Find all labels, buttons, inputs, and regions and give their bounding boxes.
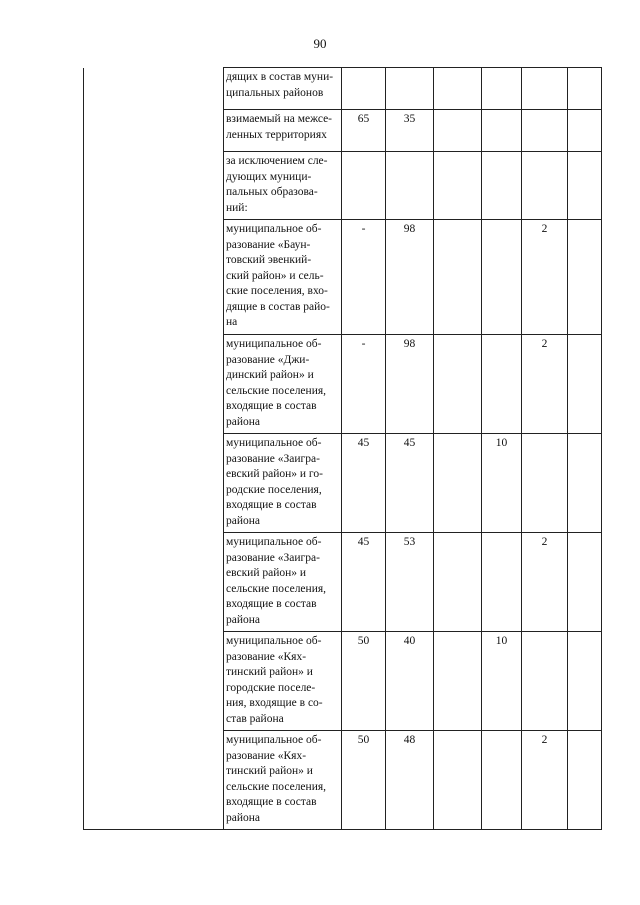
value-cell bbox=[568, 335, 602, 434]
value-cell: 2 bbox=[522, 335, 568, 434]
value-cell: 98 bbox=[386, 220, 434, 335]
value-cell bbox=[482, 533, 522, 632]
value-cell bbox=[522, 434, 568, 533]
value-cell: 50 bbox=[342, 731, 386, 830]
row-description: муниципальное об- разование «Джи- динский район» и сельские поселения, входящие в состав района bbox=[224, 335, 342, 434]
value-cell: - bbox=[342, 335, 386, 434]
value-cell bbox=[482, 110, 522, 152]
value-cell: 50 bbox=[342, 632, 386, 731]
value-cell bbox=[434, 335, 482, 434]
value-cell: 45 bbox=[342, 434, 386, 533]
row-description: муниципальное об- разование «Заигра- евский район» и сельские поселения, входящие в состав района bbox=[224, 533, 342, 632]
value-cell: 10 bbox=[482, 434, 522, 533]
page-number: 90 bbox=[313, 36, 327, 51]
value-cell: 40 bbox=[386, 632, 434, 731]
value-cell: 2 bbox=[522, 731, 568, 830]
table-row bbox=[84, 68, 602, 110]
row-description: за исключением сле- дующих муници- пальных образова- ний: bbox=[224, 152, 342, 220]
value-cell bbox=[522, 152, 568, 220]
row-description: муниципальное об- разование «Кях- тинский район» и городские поселе- ния, входящие в со- став района bbox=[224, 632, 342, 731]
value-cell: 65 bbox=[342, 110, 386, 152]
value-cell bbox=[434, 632, 482, 731]
value-cell bbox=[434, 152, 482, 220]
tax-name-cell bbox=[84, 68, 224, 830]
row-description: взимаемый на межсе- ленных территориях bbox=[224, 110, 342, 152]
value-cell: 53 bbox=[386, 533, 434, 632]
value-cell bbox=[482, 152, 522, 220]
value-cell bbox=[522, 110, 568, 152]
row-description: муниципальное об- разование «Заигра- евский район» и го- родские поселения, входящие в состав района bbox=[224, 434, 342, 533]
value-cell: 45 bbox=[342, 533, 386, 632]
row-description: муниципальное об- разование «Кях- тинский район» и сельские поселения, входящие в состав района bbox=[224, 731, 342, 830]
value-cell bbox=[386, 68, 434, 110]
row-description: дящих в состав муни- ципальных районов bbox=[224, 68, 342, 110]
value-cell bbox=[522, 68, 568, 110]
value-cell bbox=[482, 68, 522, 110]
value-cell bbox=[568, 731, 602, 830]
value-cell bbox=[522, 632, 568, 731]
value-cell bbox=[482, 731, 522, 830]
value-cell: 2 bbox=[522, 533, 568, 632]
value-cell bbox=[434, 220, 482, 335]
revenue-distribution-table bbox=[83, 67, 602, 830]
value-cell bbox=[342, 152, 386, 220]
value-cell bbox=[434, 434, 482, 533]
value-cell bbox=[342, 68, 386, 110]
value-cell bbox=[568, 220, 602, 335]
value-cell bbox=[434, 533, 482, 632]
value-cell bbox=[568, 632, 602, 731]
value-cell: 2 bbox=[522, 220, 568, 335]
value-cell bbox=[568, 533, 602, 632]
value-cell: 10 bbox=[482, 632, 522, 731]
value-cell bbox=[386, 152, 434, 220]
row-description: муниципальное об- разование «Баун- товский эвенкий- ский район» и сель- ские поселения, вхо- дящие в состав райо- на bbox=[224, 220, 342, 335]
value-cell: - bbox=[342, 220, 386, 335]
value-cell bbox=[434, 68, 482, 110]
table-body bbox=[84, 68, 602, 830]
value-cell: 35 bbox=[386, 110, 434, 152]
value-cell bbox=[568, 68, 602, 110]
value-cell bbox=[568, 152, 602, 220]
value-cell bbox=[568, 110, 602, 152]
value-cell bbox=[568, 434, 602, 533]
value-cell: 98 bbox=[386, 335, 434, 434]
value-cell bbox=[434, 110, 482, 152]
value-cell bbox=[434, 731, 482, 830]
value-cell bbox=[482, 335, 522, 434]
value-cell: 48 bbox=[386, 731, 434, 830]
value-cell: 45 bbox=[386, 434, 434, 533]
value-cell bbox=[482, 220, 522, 335]
